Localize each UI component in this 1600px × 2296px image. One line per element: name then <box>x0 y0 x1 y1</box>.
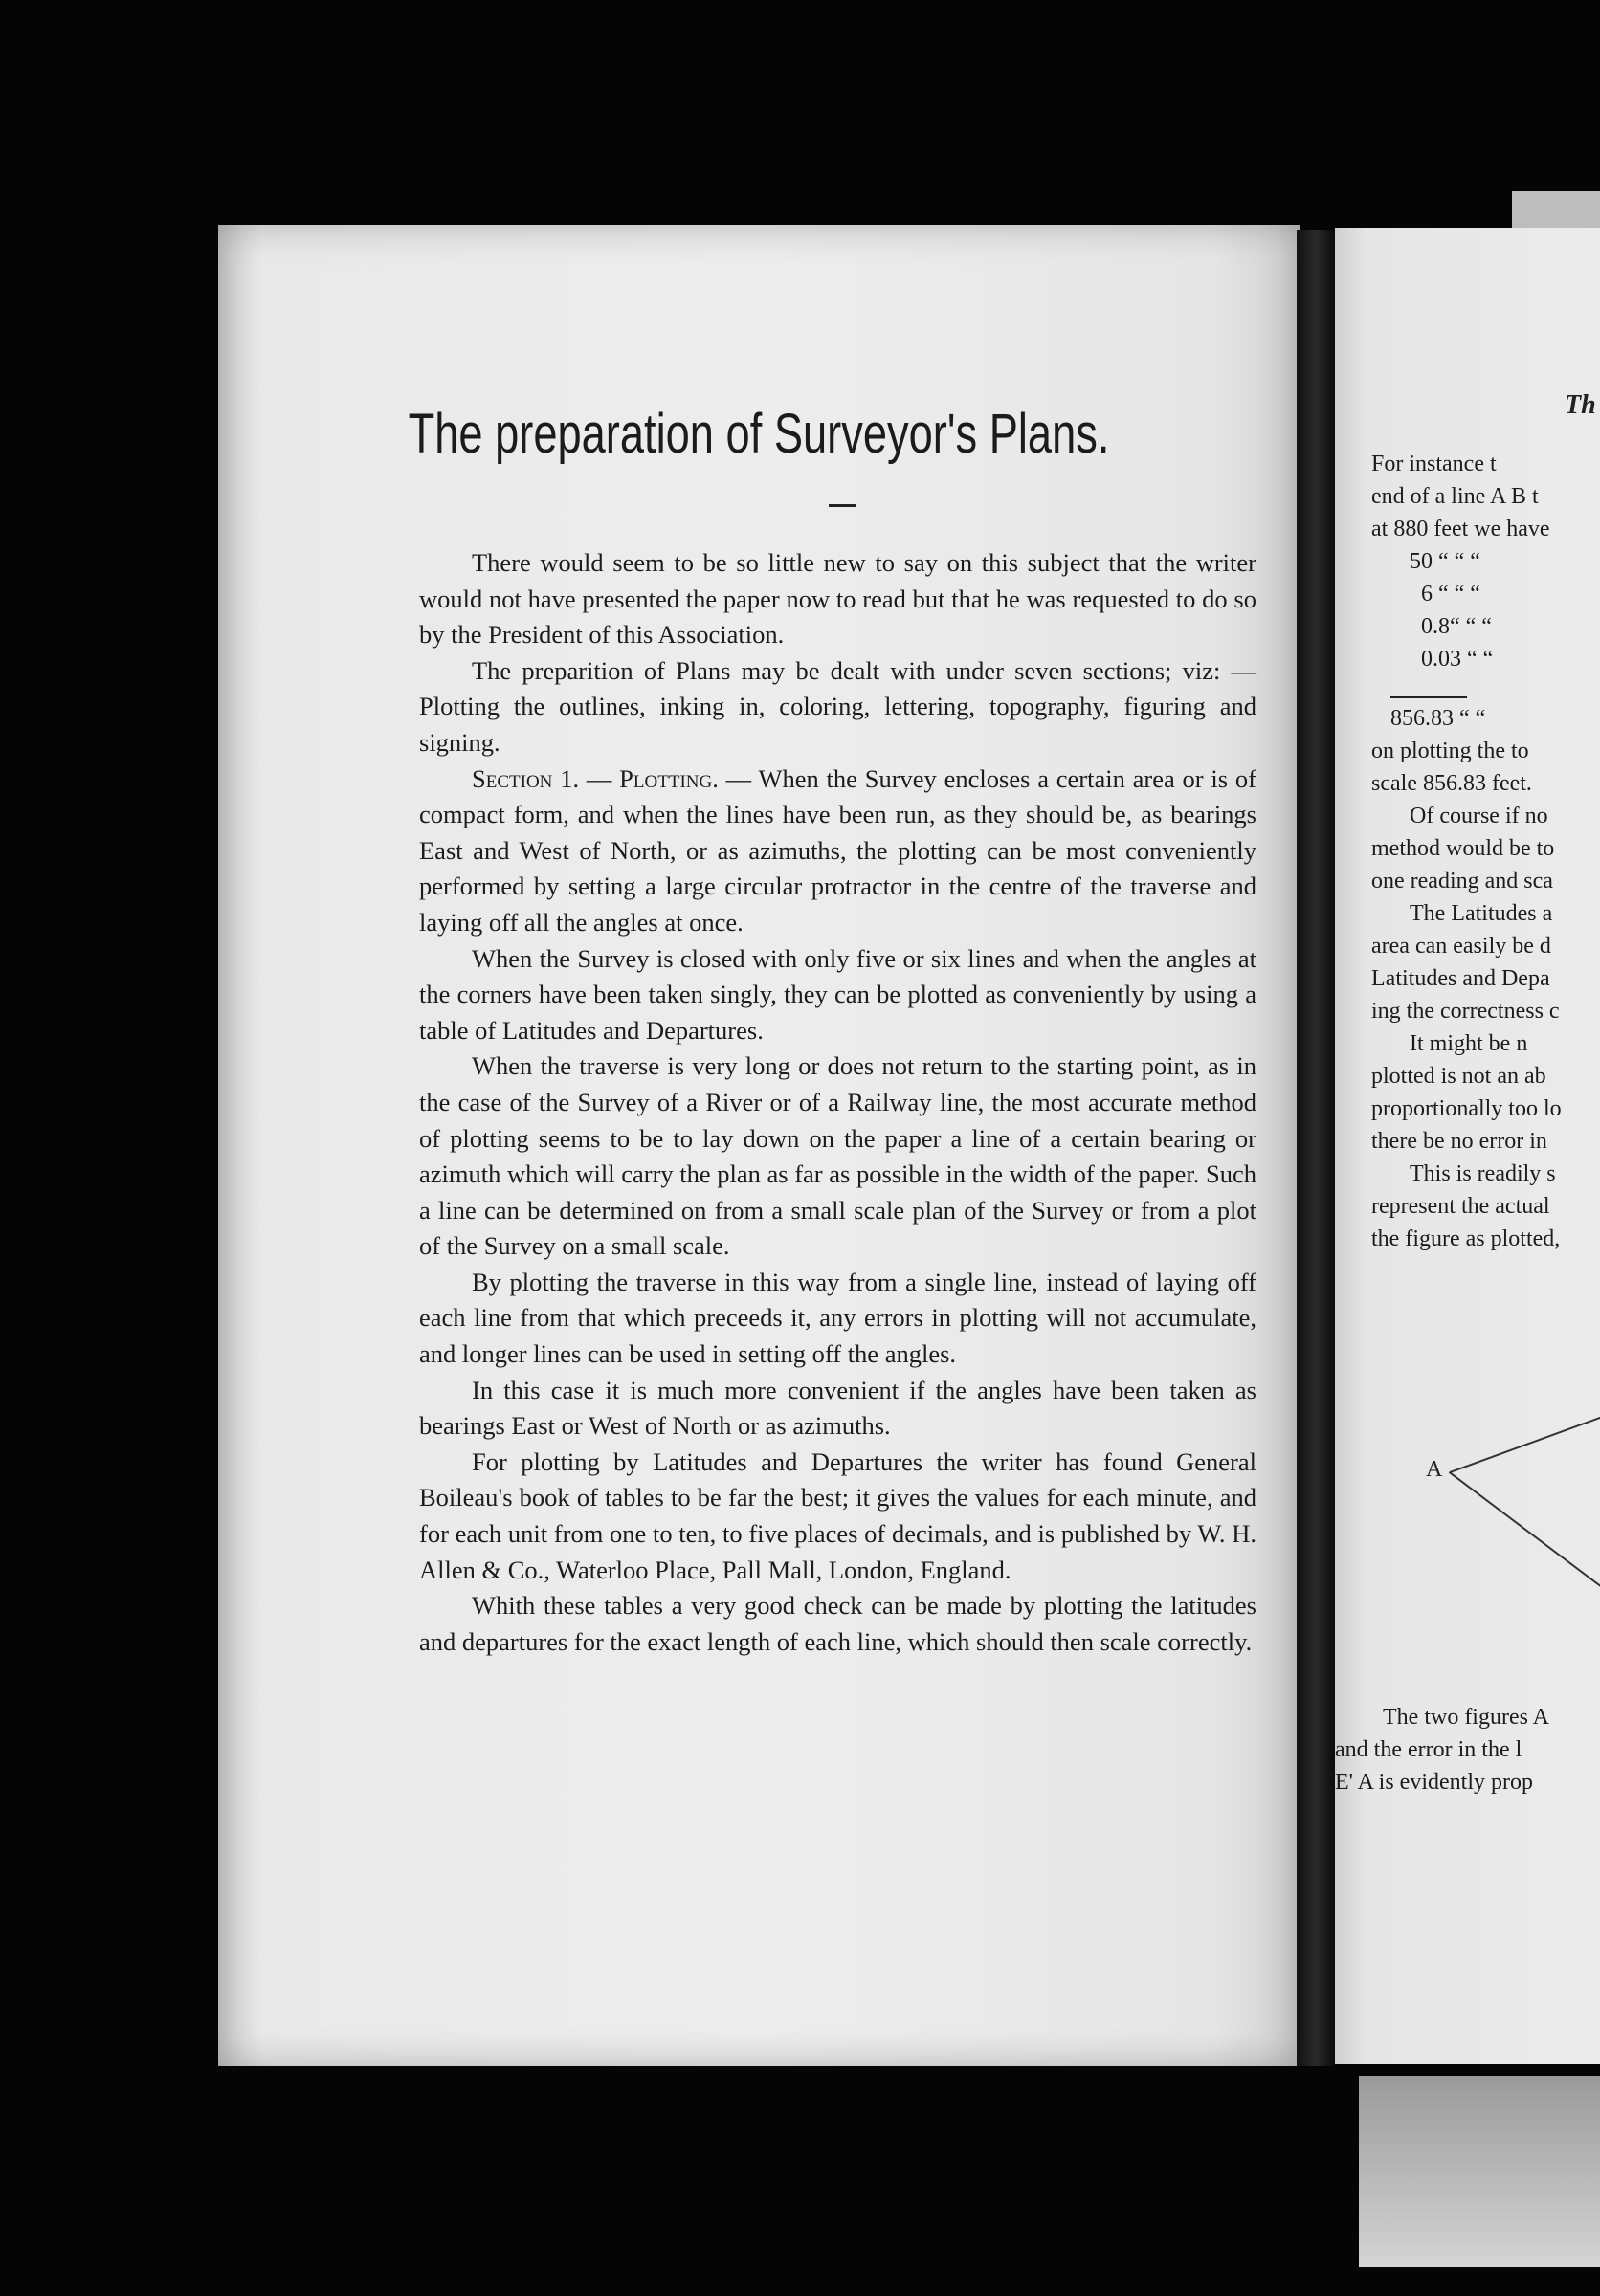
right-line: ing the correctness c <box>1371 999 1560 1024</box>
right-line: This is readily s <box>1410 1161 1556 1186</box>
right-page <box>1335 228 1600 2064</box>
title-rule <box>829 504 856 507</box>
right-line: 856.83 “ “ <box>1390 706 1486 731</box>
right-line: scale 856.83 feet. <box>1371 771 1532 796</box>
right-line: It might be n <box>1410 1031 1528 1056</box>
right-line: proportionally too lo <box>1371 1096 1562 1121</box>
right-line: area can easily be d <box>1371 934 1551 959</box>
paragraph-2: The preparition of Plans may be dealt with under seven sections; viz: — Plotting the outlines, inking in, coloring, lettering, topography, figuring and signing. <box>419 655 1256 757</box>
right-page-title: Th <box>1565 390 1596 420</box>
paragraph-3: When the Survey is closed with only five or six lines and when the angles at the corners have been taken singly, they can be plotted as conveniently by using a table of Latitudes and Departures. <box>419 943 1256 1045</box>
section-1-text: When the Survey encloses a certain area or is of compact form, and when the lines have been run, as they should be, as bearings East and West of North, or as azimuths, the plotting can be most conveniently performed by setting a large circular protractor in the centre of the traverse and laying off all the angles at once. <box>419 763 1256 937</box>
right-line: end of a line A B t <box>1371 484 1539 509</box>
page-edge <box>1512 191 1600 230</box>
right-line: represent the actual <box>1371 1194 1550 1219</box>
figure-label-a: A <box>1426 1457 1443 1482</box>
paragraph-6: In this case it is much more convenient if the angles have been taken as bearings East or West of North or as azimuths. <box>419 1375 1256 1441</box>
right-line: there be no error in <box>1371 1129 1547 1154</box>
right-line: on plotting the to <box>1371 739 1529 763</box>
right-line: Of course if no <box>1410 804 1548 828</box>
paragraph-5: By plotting the traverse in this way from a single line, instead of laying off each line from that which preceeds it, any errors in plotting will not accumulate, and longer lines can be used in setting off the angles. <box>419 1267 1256 1369</box>
right-line: the figure as plotted, <box>1371 1226 1561 1251</box>
right-line: 50 “ “ “ <box>1410 549 1480 574</box>
left-page <box>218 225 1300 2066</box>
right-line: method would be to <box>1371 836 1555 861</box>
body-text <box>419 545 1256 1660</box>
right-line: The Latitudes a <box>1410 901 1553 926</box>
right-lower-line: E' A is evidently prop <box>1335 1770 1533 1795</box>
right-page-text <box>1371 448 1562 1255</box>
right-line: one reading and sca <box>1371 869 1553 894</box>
figure-line-lower <box>1449 1471 1600 1588</box>
sum-rule <box>1390 696 1467 698</box>
paragraph-7: For plotting by Latitudes and Departures the writer has found General Boileau's book of tables to be far the best; it gives the values for each minute, and for each unit from one to ten, to five places of decimals, and is published by W. H. Allen & Co., Waterloo Place, Pall Mall, London, England. <box>419 1446 1256 1584</box>
right-line: at 880 feet we have <box>1371 517 1550 541</box>
figure-line-upper <box>1450 1416 1600 1473</box>
section-heading: Section 1. — Plotting. — <box>472 763 752 793</box>
paragraph-4: When the traverse is very long or does not return to the starting point, as in the case of the Survey of a River or of a Railway line, the most accurate method of plotting seems to be to lay down on the paper a line of a certain bearing or azimuth which will carry the plan as far as possible in the width of the paper. Such a line can be determined on from a small scale plan of the Survey or from a plot of the Survey on a small scale. <box>419 1051 1257 1261</box>
right-lower-line: and the error in the l <box>1335 1737 1522 1762</box>
right-page-lower-text <box>1335 1701 1549 1799</box>
right-line: plotted is not an ab <box>1371 1064 1546 1089</box>
paragraph-section-1 <box>419 762 1256 941</box>
right-lower-line: The two figures A <box>1383 1705 1549 1730</box>
right-line: 0.8“ “ “ <box>1421 614 1492 639</box>
paragraph-1: There would seem to be so little new to say on this subject that the writer would not have presented the paper now to read but that he was requested to do so by the President of this Association. <box>419 548 1256 650</box>
page-title: The preparation of Surveyor's Plans. <box>408 403 1110 465</box>
right-line: 6 “ “ “ <box>1421 582 1480 607</box>
right-line: Latitudes and Depa <box>1371 966 1550 991</box>
right-line: 0.03 “ “ <box>1421 647 1494 672</box>
page-stack-edge <box>1359 2076 1600 2267</box>
right-line: For instance t <box>1371 452 1497 476</box>
paragraph-8: Whith these tables a very good check can be made by plotting the latitudes and departures for the exact length of each line, which should then scale correctly. <box>419 1591 1256 1656</box>
book-gutter <box>1297 230 1335 2066</box>
